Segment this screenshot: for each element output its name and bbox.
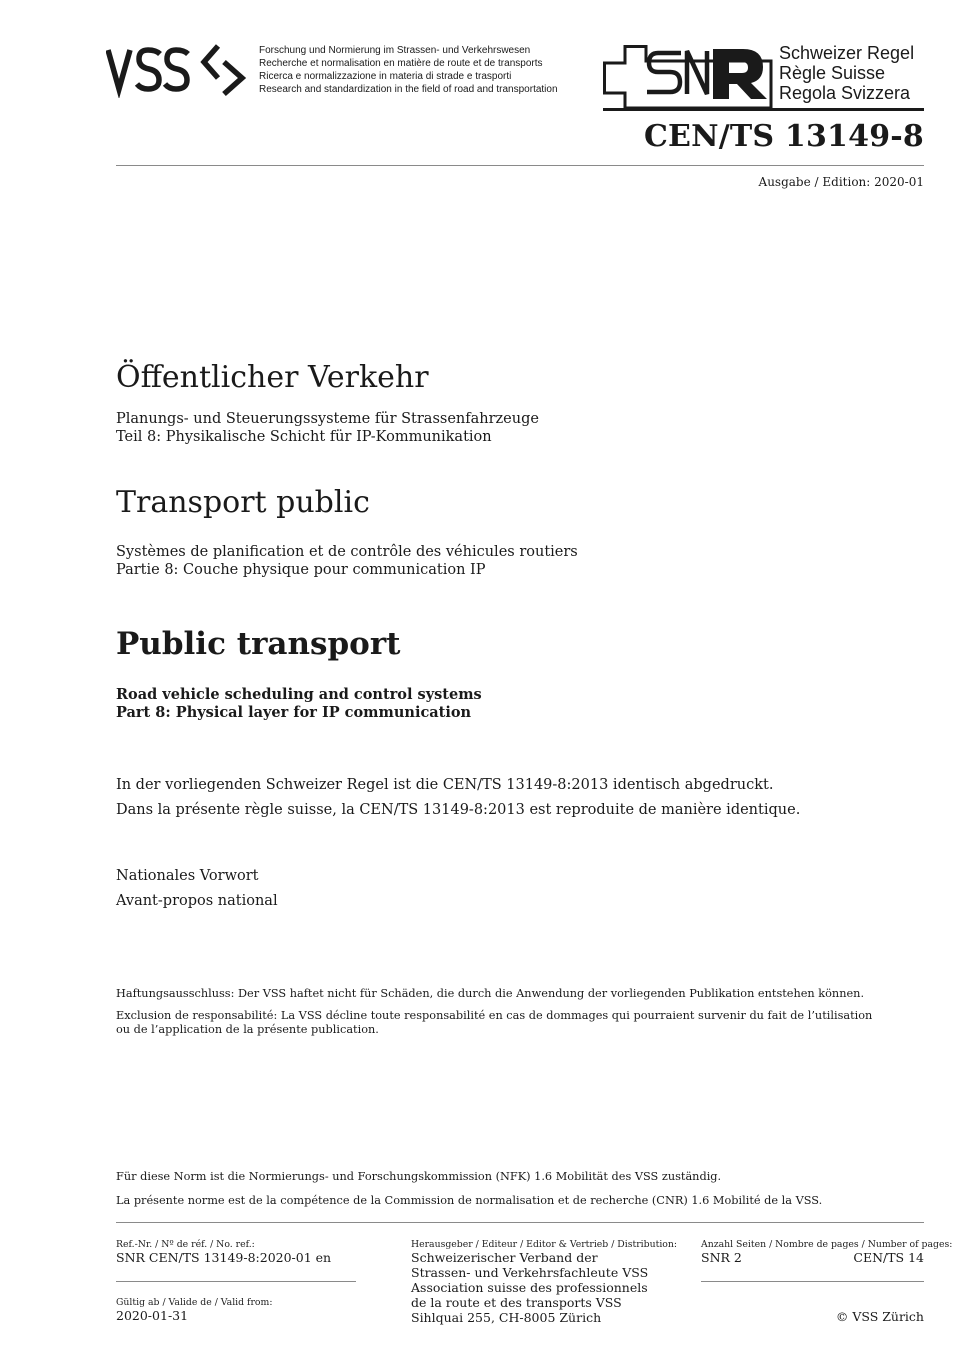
subtitle-german xyxy=(116,410,539,446)
publisher-line: Association suisse des professionnels xyxy=(411,1280,648,1295)
subtitle-line: Teil 8: Physikalische Schicht für IP-Kommunikation xyxy=(116,429,492,445)
title-english: Public transport xyxy=(116,626,401,662)
disclaimer-line: Exclusion de responsabilité: La VSS décline toute responsabilité en cas de dommages qui pourraient survenir du fait de l’utilisation xyxy=(116,1009,873,1022)
subtitle-line: Planungs- und Steuerungssysteme für Strassenfahrzeuge xyxy=(116,411,539,427)
snr-logo xyxy=(603,45,773,111)
vss-line: Recherche et normalisation en matière de route et de transports xyxy=(259,58,543,69)
footer-divider xyxy=(116,1222,924,1223)
title-french: Transport public xyxy=(116,485,370,520)
snr-line: Schweizer Regel xyxy=(779,43,915,63)
subtitle-line: Systèmes de planification et de contrôle des véhicules routiers xyxy=(116,544,578,560)
snr-underline xyxy=(603,108,924,111)
valid-from-value: 2020-01-31 xyxy=(116,1308,189,1323)
identical-note-french: Dans la présente règle suisse, la CEN/TS 13149-8:2013 est reproduite de manière identique. xyxy=(116,802,801,818)
vss-line: Research and standardization in the field of road and transportation xyxy=(259,84,558,95)
footer-column-divider xyxy=(116,1281,356,1282)
reference-value: SNR CEN/TS 13149-8:2020-01 en xyxy=(116,1250,332,1265)
snr-line: Regola Svizzera xyxy=(779,83,911,103)
page-count-snr: SNR 2 xyxy=(701,1250,742,1265)
subtitle-line: Road vehicle scheduling and control systems xyxy=(116,686,482,703)
subtitle-english xyxy=(116,686,482,722)
header-divider xyxy=(116,165,924,166)
subtitle-line: Part 8: Physical layer for IP communication xyxy=(116,704,472,721)
footer-column-divider xyxy=(701,1281,924,1282)
vss-description xyxy=(259,44,558,96)
page-count-cen: CEN/TS 14 xyxy=(853,1250,924,1265)
edition-date: Ausgabe / Edition: 2020-01 xyxy=(758,175,924,189)
vss-logo xyxy=(106,42,252,98)
publisher-line: de la route et des transports VSS xyxy=(411,1295,622,1310)
copyright: © VSS Zürich xyxy=(835,1309,924,1324)
committee-german: Für diese Norm ist die Normierungs- und Forschungskommission (NFK) 1.6 Mobilität des VSS zuständig. xyxy=(116,1170,722,1183)
snr-line: Règle Suisse xyxy=(779,63,886,83)
vss-line: Ricerca e normalizzazione in materia di strade e trasporti xyxy=(259,71,512,82)
publisher-line: Strassen- und Verkehrsfachleute VSS xyxy=(411,1265,649,1280)
national-foreword-german: Nationales Vorwort xyxy=(116,868,259,884)
identical-note-german: In der vorliegenden Schweizer Regel ist die CEN/TS 13149-8:2013 identisch abgedruckt. xyxy=(116,777,774,793)
disclaimer-german: Haftungsausschluss: Der VSS haftet nicht für Schäden, die durch die Anwendung der vorliegenden Publikation entstehen können. xyxy=(116,987,865,1000)
publisher-label: Herausgeber / Editeur / Editor & Vertrieb / Distribution: xyxy=(411,1239,678,1250)
valid-from-label: Gültig ab / Valide de / Valid from: xyxy=(116,1297,273,1308)
document-number: CEN/TS 13149-8 xyxy=(643,119,924,154)
disclaimer-line: ou de l’application de la présente publication. xyxy=(116,1023,379,1036)
publisher-address xyxy=(411,1250,648,1325)
publisher-line: Schweizerischer Verband der xyxy=(411,1250,598,1265)
snr-labels xyxy=(779,43,914,103)
vss-line: Forschung und Normierung im Strassen- und Verkehrswesen xyxy=(259,45,531,56)
disclaimer-french xyxy=(116,1009,872,1037)
publisher-line: Sihlquai 255, CH-8005 Zürich xyxy=(411,1310,602,1325)
reference-label: Ref.-Nr. / Nº de réf. / No. ref.: xyxy=(116,1239,255,1250)
subtitle-line: Partie 8: Couche physique pour communication IP xyxy=(116,562,486,578)
national-foreword-french: Avant-propos national xyxy=(116,893,278,909)
subtitle-french xyxy=(116,543,578,579)
committee-french: La présente norme est de la compétence de la Commission de normalisation et de recherche (CNR) 1.6 Mobilité de la VSS. xyxy=(116,1194,823,1207)
page-count-label: Anzahl Seiten / Nombre de pages / Number of pages: xyxy=(701,1239,953,1250)
title-german: Öffentlicher Verkehr xyxy=(116,360,429,395)
